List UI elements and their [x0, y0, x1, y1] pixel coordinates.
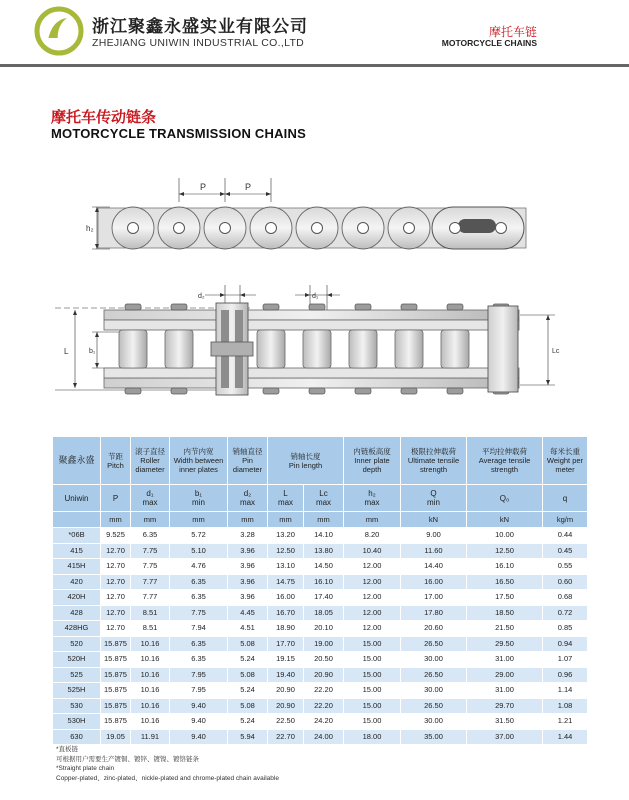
- unit-roller: mm: [131, 512, 170, 528]
- category-title-cn: 摩托车链: [488, 25, 537, 39]
- unit-l: mm: [268, 512, 304, 528]
- table-cell: 1.21: [543, 714, 588, 730]
- table-cell: 20.90: [304, 667, 344, 683]
- unit-depth: mm: [344, 512, 401, 528]
- table-cell: 4.45: [228, 605, 268, 621]
- company-logo: [34, 6, 84, 56]
- company-name-en: ZHEJIANG UNIWIN INDUSTRIAL CO.,LTD: [92, 37, 305, 49]
- table-cell: 22.70: [268, 729, 304, 745]
- table-cell: 12.70: [101, 605, 131, 621]
- table-row: [53, 605, 588, 621]
- table-cell: 8.51: [131, 621, 170, 637]
- unit-q0: kN: [467, 512, 543, 528]
- unit-q: kN: [401, 512, 467, 528]
- pin-diameter-label: d₂: [198, 293, 205, 300]
- table-cell: 15.875: [101, 714, 131, 730]
- chain-model: 630: [53, 729, 101, 745]
- table-cell: 31.00: [467, 683, 543, 699]
- table-cell: 15.875: [101, 667, 131, 683]
- table-row: [53, 636, 588, 652]
- table-cell: 15.875: [101, 698, 131, 714]
- header-roller-diameter: 滚子直径 Roller diameter: [131, 437, 170, 485]
- table-cell: 10.40: [344, 543, 401, 559]
- table-cell: 15.875: [101, 636, 131, 652]
- table-cell: 12.00: [344, 605, 401, 621]
- chain-model: 415H: [53, 559, 101, 575]
- table-cell: 4.76: [170, 559, 228, 575]
- unit-weight: kg/m: [543, 512, 588, 528]
- table-cell: 0.55: [543, 559, 588, 575]
- table-cell: 12.70: [101, 574, 131, 590]
- table-row: [53, 574, 588, 590]
- table-cell: 18.50: [467, 605, 543, 621]
- table-cell: 12.70: [101, 543, 131, 559]
- table-row: [53, 652, 588, 668]
- sym-weight: q: [543, 485, 588, 512]
- note-plating-en: Copper-plated、zinc-plated、nickle-plated and chrome-plated chain available: [56, 774, 279, 782]
- table-cell: 30.00: [401, 652, 467, 668]
- table-cell: 16.70: [268, 605, 304, 621]
- header-pitch: 节距 Pitch: [101, 437, 131, 485]
- chain-model: 520H: [53, 652, 101, 668]
- table-cell: 11.60: [401, 543, 467, 559]
- table-cell: 15.00: [344, 714, 401, 730]
- table-cell: 0.68: [543, 590, 588, 606]
- table-cell: 18.90: [268, 621, 304, 637]
- table-cell: 12.70: [101, 559, 131, 575]
- table-cell: 9.40: [170, 714, 228, 730]
- pitch-label-2: P: [245, 182, 252, 192]
- table-cell: 15.00: [344, 636, 401, 652]
- table-cell: 7.77: [131, 590, 170, 606]
- pitch-label-1: P: [200, 182, 207, 192]
- table-cell: 5.94: [228, 729, 268, 745]
- table-cell: 9.525: [101, 528, 131, 544]
- table-cell: 16.00: [401, 574, 467, 590]
- table-row: [53, 714, 588, 730]
- table-cell: 17.00: [401, 590, 467, 606]
- table-cell: 15.00: [344, 667, 401, 683]
- inner-width-label: b₁: [89, 348, 96, 355]
- chain-model: 525H: [53, 683, 101, 699]
- unit-lc: mm: [304, 512, 344, 528]
- table-cell: 7.77: [131, 574, 170, 590]
- table-cell: 15.00: [344, 683, 401, 699]
- header-average-tensile: 平均拉伸载荷 Average tensile strength: [467, 437, 543, 485]
- table-cell: 12.00: [344, 574, 401, 590]
- table-cell: 4.51: [228, 621, 268, 637]
- table-cell: 37.00: [467, 729, 543, 745]
- header-pin-length: 销轴长度 Pin length: [268, 437, 344, 485]
- category-title-en: MOTORCYCLE CHAINS: [441, 38, 537, 48]
- table-cell: 24.20: [304, 714, 344, 730]
- table-cell: 3.96: [228, 574, 268, 590]
- specifications-body: [53, 528, 588, 745]
- unit-pitch: mm: [101, 512, 131, 528]
- table-cell: 5.24: [228, 683, 268, 699]
- table-cell: 5.08: [228, 698, 268, 714]
- sym-l: L max: [268, 485, 304, 512]
- header-inner-width: 内节内宽 Width between inner plates: [170, 437, 228, 485]
- note-straight-plate-en: *Straight plate chain: [56, 765, 115, 772]
- table-cell: 14.75: [268, 574, 304, 590]
- table-cell: 16.10: [467, 559, 543, 575]
- table-cell: 15.00: [344, 652, 401, 668]
- table-cell: 16.00: [268, 590, 304, 606]
- table-cell: 19.40: [268, 667, 304, 683]
- table-cell: 19.00: [304, 636, 344, 652]
- table-row: [53, 667, 588, 683]
- chain-model: 428HG: [53, 621, 101, 637]
- sym-q0: Q₀: [467, 485, 543, 512]
- header-pin-diameter: 销轴直径 Pin diameter: [228, 437, 268, 485]
- table-cell: 12.00: [344, 559, 401, 575]
- sym-pin: d₂ max: [228, 485, 268, 512]
- table-cell: 0.85: [543, 621, 588, 637]
- table-cell: 26.50: [401, 636, 467, 652]
- table-cell: 9.40: [170, 729, 228, 745]
- table-cell: 22.20: [304, 683, 344, 699]
- table-cell: 0.96: [543, 667, 588, 683]
- table-cell: 6.35: [131, 528, 170, 544]
- chain-model: *06B: [53, 528, 101, 544]
- table-cell: 5.08: [228, 667, 268, 683]
- table-cell: 8.20: [344, 528, 401, 544]
- chain-model: 530: [53, 698, 101, 714]
- table-cell: 17.80: [401, 605, 467, 621]
- table-cell: 20.90: [268, 698, 304, 714]
- table-cell: 17.70: [268, 636, 304, 652]
- table-cell: 20.50: [304, 652, 344, 668]
- table-cell: 7.94: [170, 621, 228, 637]
- table-cell: 10.16: [131, 714, 170, 730]
- header-weight: 每米长重 Weight per meter: [543, 437, 588, 485]
- chain-model: 520: [53, 636, 101, 652]
- table-row: [53, 543, 588, 559]
- table-cell: 13.20: [268, 528, 304, 544]
- table-cell: 10.00: [467, 528, 543, 544]
- length-label: L: [64, 347, 69, 356]
- table-cell: 7.75: [131, 543, 170, 559]
- table-cell: 12.70: [101, 590, 131, 606]
- table-cell: 10.16: [131, 652, 170, 668]
- table-cell: 15.875: [101, 683, 131, 699]
- table-cell: 18.00: [344, 729, 401, 745]
- sym-width: b₁ min: [170, 485, 228, 512]
- table-cell: 18.05: [304, 605, 344, 621]
- table-cell: 16.10: [304, 574, 344, 590]
- chain-model: 420: [53, 574, 101, 590]
- chain-model: 530H: [53, 714, 101, 730]
- table-cell: 5.72: [170, 528, 228, 544]
- footnotes: [56, 745, 279, 783]
- header-uniwin-cn: 聚鑫永盛: [53, 437, 101, 485]
- table-cell: 0.94: [543, 636, 588, 652]
- chain-side-view: [86, 178, 526, 249]
- table-cell: 16.50: [467, 574, 543, 590]
- connecting-link: [211, 303, 253, 395]
- table-cell: 10.16: [131, 667, 170, 683]
- table-cell: 15.875: [101, 652, 131, 668]
- section-title-en: MOTORCYCLE TRANSMISSION CHAINS: [51, 126, 306, 141]
- table-row: [53, 621, 588, 637]
- table-cell: 7.95: [170, 667, 228, 683]
- table-cell: 30.00: [401, 683, 467, 699]
- sym-q: Q min: [401, 485, 467, 512]
- table-cell: 0.72: [543, 605, 588, 621]
- header-ultimate-tensile: 极限拉伸载荷 Ultimate tensile strength: [401, 437, 467, 485]
- table-cell: 0.60: [543, 574, 588, 590]
- lc-label: Lc: [552, 348, 560, 355]
- sym-roller: d₁ max: [131, 485, 170, 512]
- table-row: [53, 559, 588, 575]
- table-cell: 17.40: [304, 590, 344, 606]
- chain-model: 428: [53, 605, 101, 621]
- table-cell: 1.08: [543, 698, 588, 714]
- table-cell: 6.35: [170, 590, 228, 606]
- table-row: [53, 590, 588, 606]
- unit-pin: mm: [228, 512, 268, 528]
- table-cell: 7.95: [170, 683, 228, 699]
- roller-diameter-label: d₁: [312, 293, 319, 300]
- table-cell: 3.96: [228, 543, 268, 559]
- table-cell: 10.16: [131, 636, 170, 652]
- chain-model: 420H: [53, 590, 101, 606]
- sym-depth: h₂ max: [344, 485, 401, 512]
- table-cell: 1.14: [543, 683, 588, 699]
- table-row: [53, 683, 588, 699]
- specifications-table: [52, 436, 588, 745]
- header-inner-plate-depth: 内链板高度 Inner plate depth: [344, 437, 401, 485]
- header-uniwin-en: Uniwin: [53, 485, 101, 512]
- table-cell: 9.40: [170, 698, 228, 714]
- table-cell: 24.00: [304, 729, 344, 745]
- table-cell: 12.70: [101, 621, 131, 637]
- table-cell: 20.10: [304, 621, 344, 637]
- table-cell: 6.35: [170, 636, 228, 652]
- table-cell: 29.00: [467, 667, 543, 683]
- table-cell: 8.51: [131, 605, 170, 621]
- table-cell: 12.50: [467, 543, 543, 559]
- table-cell: 3.28: [228, 528, 268, 544]
- table-cell: 14.50: [304, 559, 344, 575]
- table-cell: 5.08: [228, 636, 268, 652]
- chain-model: 415: [53, 543, 101, 559]
- table-cell: 14.10: [304, 528, 344, 544]
- table-cell: 29.70: [467, 698, 543, 714]
- chain-model: 525: [53, 667, 101, 683]
- table-cell: 11.91: [131, 729, 170, 745]
- table-cell: 13.80: [304, 543, 344, 559]
- table-cell: 26.50: [401, 698, 467, 714]
- table-cell: 14.40: [401, 559, 467, 575]
- unit-uniwin: [53, 512, 101, 528]
- table-cell: 0.45: [543, 543, 588, 559]
- table-cell: 31.50: [467, 714, 543, 730]
- table-cell: 9.00: [401, 528, 467, 544]
- table-cell: 13.10: [268, 559, 304, 575]
- table-cell: 1.44: [543, 729, 588, 745]
- table-cell: 3.96: [228, 559, 268, 575]
- section-title-cn: 摩托车传动链条: [51, 109, 157, 126]
- company-name-cn: 浙江聚鑫永盛实业有限公司: [92, 17, 308, 36]
- table-cell: 1.07: [543, 652, 588, 668]
- header-divider: [0, 64, 629, 67]
- table-cell: 5.10: [170, 543, 228, 559]
- unit-width: mm: [170, 512, 228, 528]
- table-cell: 5.24: [228, 714, 268, 730]
- table-cell: 20.90: [268, 683, 304, 699]
- table-cell: 6.35: [170, 652, 228, 668]
- table-cell: 6.35: [170, 574, 228, 590]
- chain-diagram: [0, 160, 629, 430]
- sym-lc: Lc max: [304, 485, 344, 512]
- table-cell: 5.24: [228, 652, 268, 668]
- note-plating-cn: 可根据用户需要生产镀铜、镀锌、镀镍、镀铬链条: [56, 755, 199, 763]
- table-row: [53, 528, 588, 544]
- note-straight-plate-cn: *直板链: [56, 746, 79, 753]
- table-cell: 3.96: [228, 590, 268, 606]
- table-cell: 17.50: [467, 590, 543, 606]
- table-cell: 29.50: [467, 636, 543, 652]
- page-header: [0, 0, 629, 64]
- plate-height-label: h₂: [86, 224, 94, 233]
- table-cell: 19.05: [101, 729, 131, 745]
- table-cell: 19.15: [268, 652, 304, 668]
- table-cell: 30.00: [401, 714, 467, 730]
- table-cell: 31.00: [467, 652, 543, 668]
- table-cell: 21.50: [467, 621, 543, 637]
- table-cell: 15.00: [344, 698, 401, 714]
- table-cell: 35.00: [401, 729, 467, 745]
- table-cell: 0.44: [543, 528, 588, 544]
- table-cell: 22.20: [304, 698, 344, 714]
- table-cell: 7.75: [131, 559, 170, 575]
- table-row: [53, 698, 588, 714]
- table-row: [53, 729, 588, 745]
- table-cell: 22.50: [268, 714, 304, 730]
- table-cell: 12.00: [344, 590, 401, 606]
- table-cell: 26.50: [401, 667, 467, 683]
- chain-top-view: [55, 285, 560, 395]
- table-cell: 12.00: [344, 621, 401, 637]
- table-cell: 12.50: [268, 543, 304, 559]
- table-cell: 10.16: [131, 683, 170, 699]
- table-cell: 10.16: [131, 698, 170, 714]
- sym-pitch: P: [101, 485, 131, 512]
- table-cell: 20.60: [401, 621, 467, 637]
- table-cell: 7.75: [170, 605, 228, 621]
